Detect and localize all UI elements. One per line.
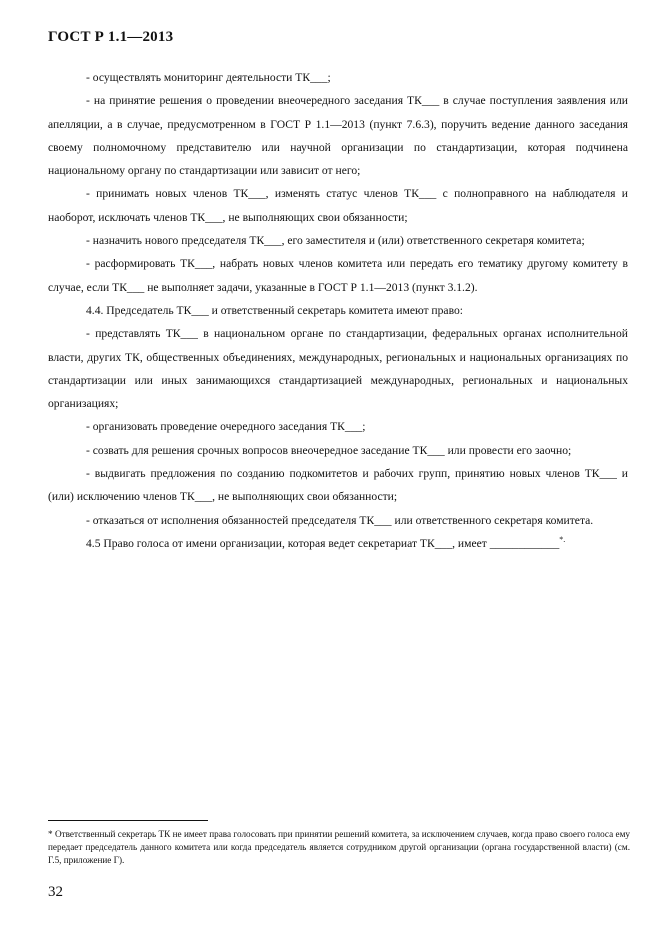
document-body	[48, 66, 628, 555]
paragraph: - отказаться от исполнения обязанностей председателя ТК___ или ответственного секретаря комитета.	[86, 513, 594, 527]
section-heading-4-4: 4.4. Председатель ТК___ и ответственный секретарь комитета имеют право:	[86, 303, 463, 317]
footnote: * Ответственный секретарь ТК не имеет права голосовать при принятии решений комитета, за исключением случаев, когда право своего голоса ему передает председатель данного комитета или когда председатель является сотрудником другой организации (органа государственной власти) (см. Г.5, приложение Г).	[48, 829, 630, 866]
document-header: ГОСТ Р 1.1—2013	[48, 29, 174, 45]
paragraph: - созвать для решения срочных вопросов внеочередное заседание ТК___ или провести его заочно;	[86, 443, 572, 457]
footnote-divider	[48, 820, 208, 821]
section-4-5-text: 4.5 Право голоса от имени организации, которая ведет секретариат ТК___, имеет ____________	[86, 536, 560, 550]
paragraph: - представлять ТК___ в национальном органе по стандартизации, федеральных органах исполнительной власти, других ТК, общественных объединениях, международных, региональных и национальных организациях по стандартизации или иных занимающихся стандартизацией международных, региональных и национальных организациях;	[48, 327, 628, 411]
paragraph: - расформировать ТК___, набрать новых членов комитета или передать его тематику другому комитету в случае, если ТК___ не выполняет задачи, указанные в ГОСТ Р 1.1—2013 (пункт 3.1.2).	[48, 257, 628, 294]
footnote-marker: *.	[559, 535, 566, 545]
paragraph: - назначить нового председателя ТК___, его заместителя и (или) ответственного секретаря комитета;	[86, 234, 585, 248]
paragraph: - выдвигать предложения по созданию подкомитетов и рабочих групп, принятию новых членов ТК___ и (или) исключению членов ТК___, не выполняющих свои обязанности;	[48, 467, 628, 504]
page-number: 32	[48, 884, 63, 900]
paragraph: - осуществлять мониторинг деятельности ТК___;	[86, 71, 331, 84]
paragraph: - принимать новых членов ТК___, изменять статус членов ТК___ с полноправного на наблюдателя и наоборот, исключать членов ТК___, не выполняющих свои обязанности;	[48, 187, 628, 224]
paragraph: - организовать проведение очередного заседания ТК___;	[86, 420, 366, 434]
section-4-5	[48, 532, 628, 555]
paragraph: - на принятие решения о проведении внеочередного заседания ТК___ в случае поступления заявления или апелляции, а в случае, предусмотренном в ГОСТ Р 1.1—2013 (пункт 7.6.3), поручить ведение данного заседания своему полномочному представителю или научной организации по стандартизации, которая подчинена национальному органу по стандартизации или зависит от него;	[48, 94, 628, 178]
